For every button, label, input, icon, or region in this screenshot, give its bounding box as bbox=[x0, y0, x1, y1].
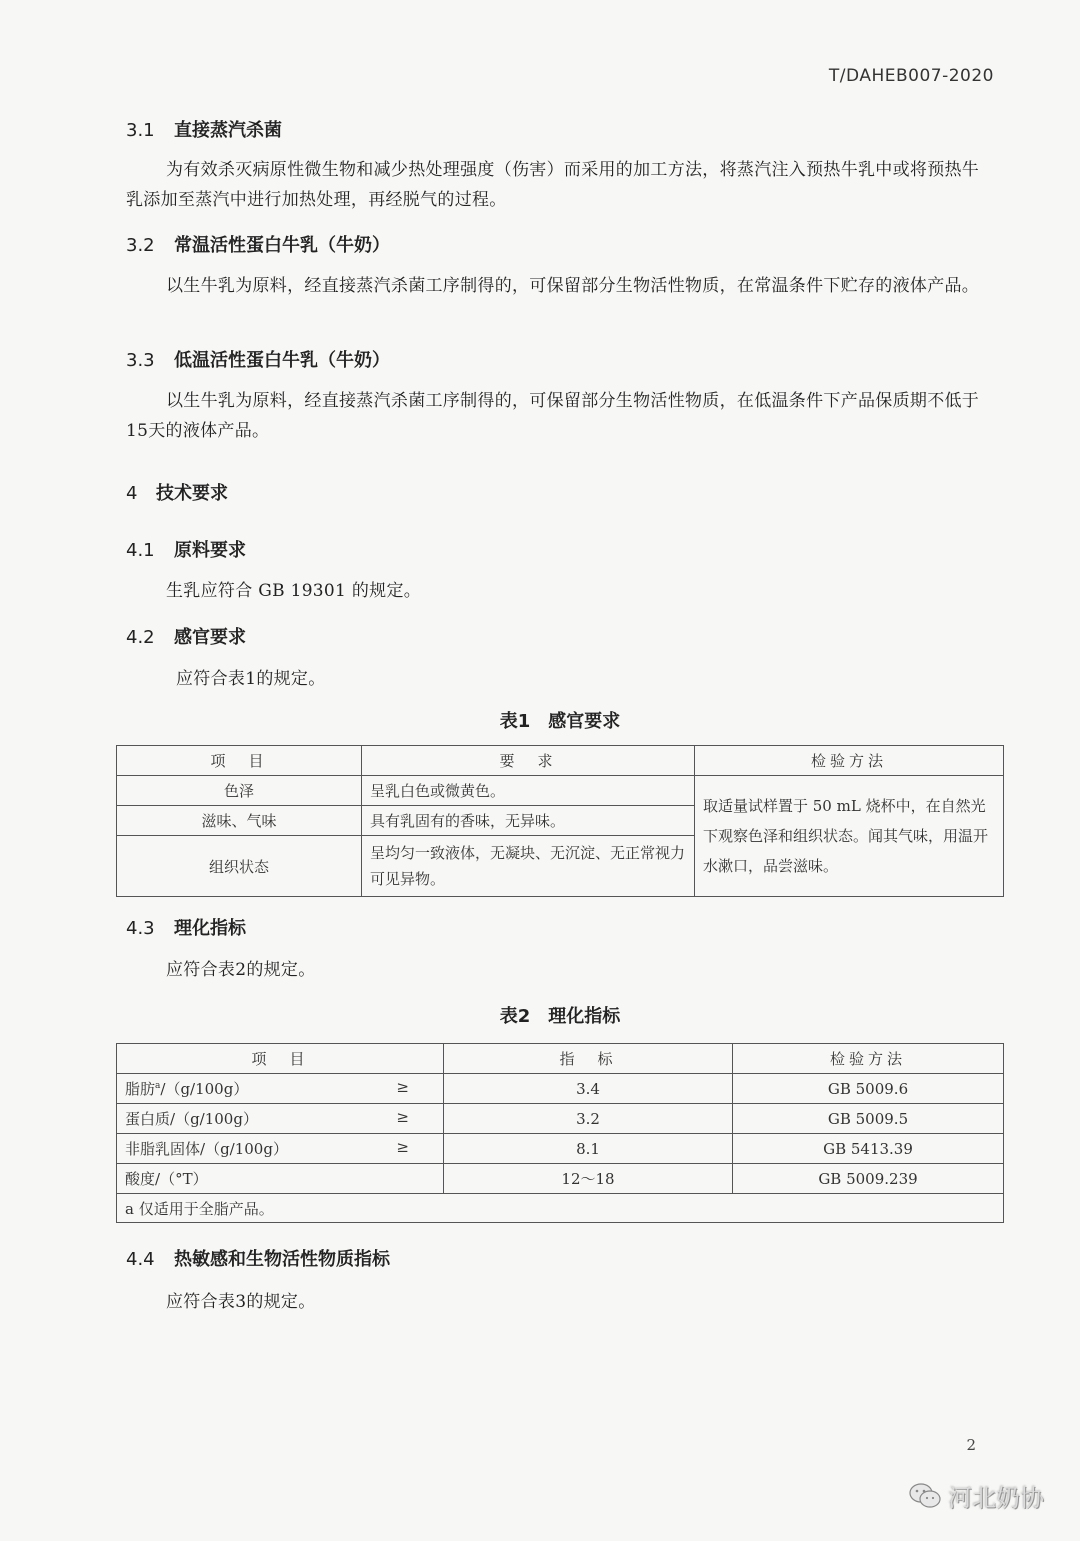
section-title: 原料要求 bbox=[174, 540, 246, 561]
requirement-cell: 呈乳白色或微黄色。 bbox=[362, 776, 695, 806]
item-unit: /（g/100g） bbox=[200, 1140, 288, 1158]
section-title: 直接蒸汽杀菌 bbox=[174, 120, 282, 141]
table-2-caption: 表2 理化指标 bbox=[499, 1006, 621, 1027]
method-cell: GB 5009.6 bbox=[733, 1074, 1004, 1104]
item-label: 酸度 bbox=[125, 1170, 156, 1188]
section-number: 4 bbox=[126, 483, 138, 504]
method-cell: GB 5009.239 bbox=[733, 1164, 1004, 1194]
section-4-4-heading bbox=[126, 1245, 390, 1271]
method-cell: GB 5009.5 bbox=[733, 1104, 1004, 1134]
section-number: 4.1 bbox=[126, 540, 155, 561]
table-row bbox=[117, 1074, 1004, 1104]
section-title: 理化指标 bbox=[174, 918, 246, 939]
table-header-row bbox=[117, 746, 1004, 776]
method-cell: 取适量试样置于 50 mL 烧杯中，在自然光下观察色泽和组织状态。闻其气味，用温开水漱口，品尝滋味。 bbox=[695, 776, 1004, 897]
table-row bbox=[117, 1104, 1004, 1134]
item-cell bbox=[117, 1134, 444, 1164]
section-4-4-body: 应符合表3的规定。 bbox=[166, 1292, 316, 1312]
section-3-3-heading bbox=[126, 346, 390, 372]
section-4-3-heading bbox=[126, 914, 246, 940]
section-number: 4.4 bbox=[126, 1249, 155, 1270]
item-cell bbox=[117, 1074, 444, 1104]
value-cell: 3.4 bbox=[444, 1074, 733, 1104]
operator: ≥ bbox=[396, 1138, 409, 1156]
table-header-row bbox=[117, 1044, 1004, 1074]
item-cell: 色泽 bbox=[117, 776, 362, 806]
item-name bbox=[125, 1168, 208, 1189]
wechat-icon bbox=[908, 1482, 942, 1510]
value-cell: 12～18 bbox=[444, 1164, 733, 1194]
standard-number: T/DAHEB007-2020 bbox=[828, 66, 994, 86]
item-name bbox=[125, 1078, 248, 1099]
operator: ≥ bbox=[396, 1108, 409, 1126]
section-title: 低温活性蛋白牛乳（牛奶） bbox=[174, 350, 390, 371]
section-4-2-body: 应符合表1的规定。 bbox=[176, 669, 326, 689]
watermark-text: 河北奶协 bbox=[948, 1484, 1044, 1512]
section-number: 3.3 bbox=[126, 350, 155, 371]
section-number: 3.1 bbox=[126, 120, 155, 141]
section-number: 3.2 bbox=[126, 235, 155, 256]
item-name bbox=[125, 1108, 258, 1129]
section-title: 热敏感和生物活性物质指标 bbox=[174, 1249, 390, 1270]
item-cell: 滋味、气味 bbox=[117, 806, 362, 836]
item-unit: /（g/100g） bbox=[170, 1110, 258, 1128]
item-label: 非脂乳固体 bbox=[125, 1140, 201, 1158]
section-4-heading bbox=[126, 479, 228, 505]
item-unit: /（g/100g） bbox=[160, 1080, 249, 1098]
item-label: 蛋白质 bbox=[125, 1110, 171, 1128]
table-1-sensory bbox=[116, 745, 1004, 897]
footnote-marker: a bbox=[155, 1081, 161, 1091]
column-header: 项 目 bbox=[117, 746, 362, 776]
section-title: 感官要求 bbox=[174, 627, 246, 648]
table-row bbox=[117, 1134, 1004, 1164]
section-number: 4.2 bbox=[126, 627, 155, 648]
watermark bbox=[908, 1478, 1044, 1513]
table-footnote: a 仅适用于全脂产品。 bbox=[117, 1194, 1004, 1223]
column-header: 项 目 bbox=[117, 1044, 444, 1074]
column-header: 检验方法 bbox=[695, 746, 1004, 776]
item-cell: 组织状态 bbox=[117, 836, 362, 897]
table-1-caption: 表1 感官要求 bbox=[499, 711, 621, 732]
value-cell: 8.1 bbox=[444, 1134, 733, 1164]
section-3-1-heading bbox=[126, 116, 282, 142]
table-row bbox=[117, 1164, 1004, 1194]
item-cell bbox=[117, 1104, 444, 1134]
table-row bbox=[117, 776, 1004, 806]
item-label: 脂肪 bbox=[125, 1080, 156, 1098]
requirement-cell: 呈均匀一致液体，无凝块、无沉淀、无正常视力可见异物。 bbox=[362, 836, 695, 897]
item-name bbox=[125, 1138, 288, 1159]
section-3-2-heading bbox=[126, 231, 390, 257]
section-3-3-body: 以生牛乳为原料，经直接蒸汽杀菌工序制得的，可保留部分生物活性物质，在低温条件下产品保质期不低于15天的液体产品。 bbox=[126, 391, 980, 441]
value-cell: 3.2 bbox=[444, 1104, 733, 1134]
section-4-1-body: 生乳应符合 GB 19301 的规定。 bbox=[166, 581, 422, 601]
item-unit: /（°T） bbox=[155, 1170, 208, 1188]
section-3-1-body: 为有效杀灭病原性微生物和减少热处理强度（伤害）而采用的加工方法，将蒸汽注入预热牛乳中或将预热牛乳添加至蒸汽中进行加热处理，再经脱气的过程。 bbox=[126, 160, 980, 210]
column-header: 要 求 bbox=[362, 746, 695, 776]
item-cell bbox=[117, 1164, 444, 1194]
section-4-3-body: 应符合表2的规定。 bbox=[166, 960, 316, 980]
operator: ≥ bbox=[396, 1078, 409, 1096]
table-note-row bbox=[117, 1194, 1004, 1223]
section-4-1-heading bbox=[126, 536, 246, 562]
column-header: 检验方法 bbox=[733, 1044, 1004, 1074]
method-cell: GB 5413.39 bbox=[733, 1134, 1004, 1164]
section-4-2-heading bbox=[126, 623, 246, 649]
section-title: 技术要求 bbox=[156, 483, 228, 504]
requirement-cell: 具有乳固有的香味，无异味。 bbox=[362, 806, 695, 836]
section-number: 4.3 bbox=[126, 918, 155, 939]
section-title: 常温活性蛋白牛乳（牛奶） bbox=[174, 235, 390, 256]
page-number: 2 bbox=[966, 1436, 976, 1454]
column-header: 指 标 bbox=[444, 1044, 733, 1074]
table-2-physicochemical bbox=[116, 1043, 1004, 1223]
section-3-2-body: 以生牛乳为原料，经直接蒸汽杀菌工序制得的，可保留部分生物活性物质，在常温条件下贮存的液体产品。 bbox=[166, 276, 980, 296]
